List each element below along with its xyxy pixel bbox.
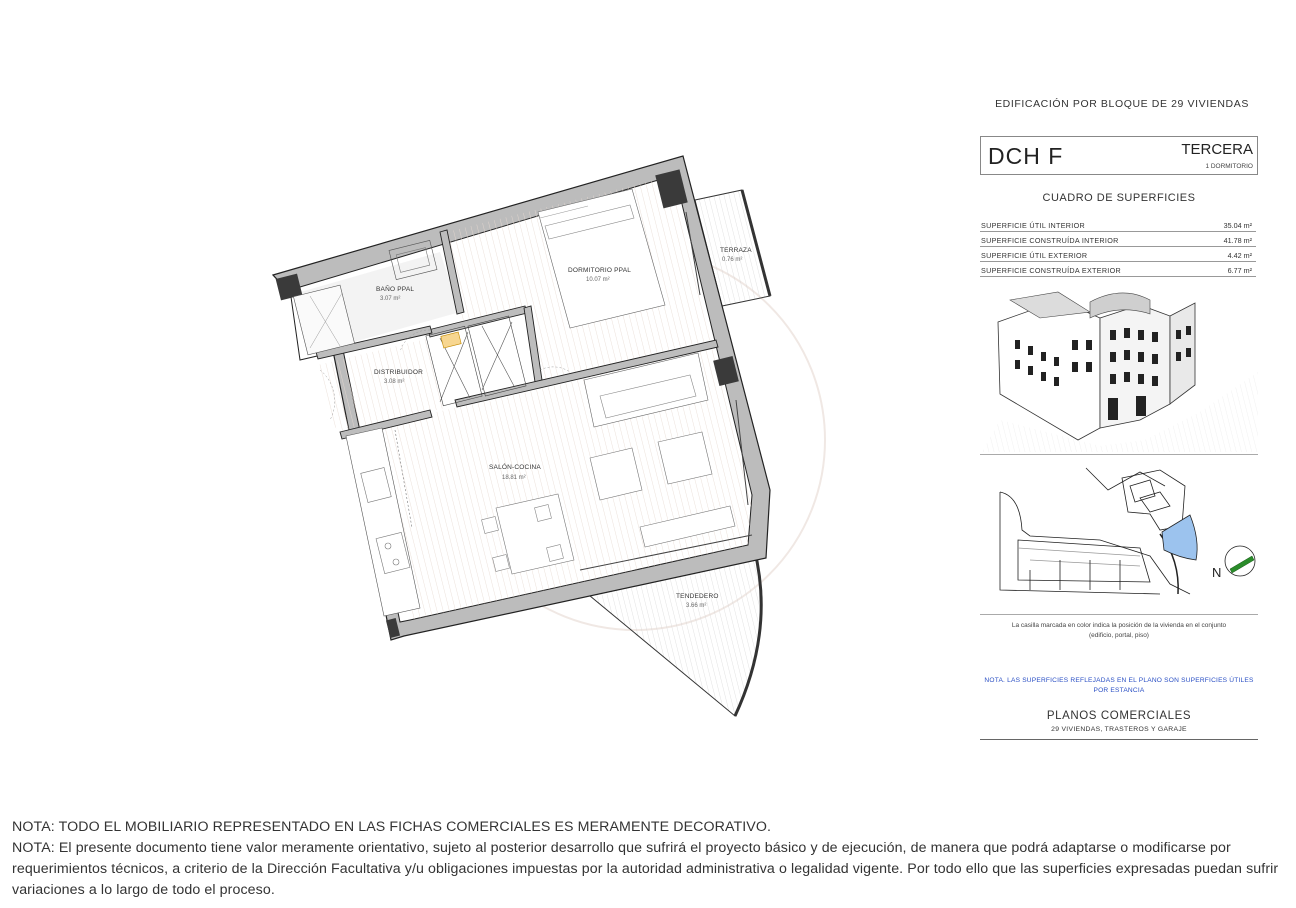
surface-value: 35.04 m² xyxy=(1223,221,1252,230)
key-plan xyxy=(1000,468,1190,594)
room-area-dormitorio: 10.07 m² xyxy=(586,277,610,283)
room-area-tendedero: 3.66 m² xyxy=(686,603,707,609)
room-name-distribuidor: DISTRIBUIDOR xyxy=(374,369,423,376)
north-label: N xyxy=(1212,565,1222,580)
surface-value: 41.78 m² xyxy=(1223,236,1252,245)
unit-type: 1 DORMITORIO xyxy=(1205,163,1253,170)
room-area-distribuidor: 3.08 m² xyxy=(384,379,405,385)
building-3d-illustration xyxy=(982,292,1258,452)
building-header: EDIFICACIÓN POR BLOQUE DE 29 VIVIENDAS xyxy=(995,98,1249,110)
unit-floor: TERCERA xyxy=(1181,141,1253,158)
room-area-terraza: 0.76 m² xyxy=(722,257,743,263)
surface-value: 4.42 m² xyxy=(1227,251,1252,260)
surface-row xyxy=(980,216,1256,232)
surfaces-title: CUADRO DE SUPERFICIES xyxy=(1042,192,1196,204)
location-legend-line: La casilla marcada en color indica la posición de la vivienda en el conjunto xyxy=(1011,622,1227,629)
surface-label: SUPERFICIE CONSTRUÍDA INTERIOR xyxy=(981,236,1119,245)
room-area-salon: 18.81 m² xyxy=(502,475,526,481)
surface-value: 6.77 m² xyxy=(1227,266,1252,275)
unit-box xyxy=(980,136,1258,175)
info-panel xyxy=(980,98,1258,733)
planos-subtitle: 29 VIVIENDAS, TRASTEROS Y GARAJE xyxy=(1051,726,1187,733)
furniture-note: NOTA: TODO EL MOBILIARIO REPRESENTADO EN LAS FICHAS COMERCIALES ES MERAMENTE DECORATIVO. xyxy=(12,819,772,835)
legal-note: NOTA: El presente documento tiene valor meramente orientativo, sujeto al posterior desarrollo que sufrirá el proyecto básico y de ejecución, de manera que podrá adaptarse o modificarse por requerimientos técnicos, a criterio de la Dirección Facultativa y/u obligaciones impuestas por la autoridad administrativa o legalidad vigente. Por todo ello que las superficies expresadas puedan sufrir variaciones a lo largo de todo el proceso. xyxy=(12,840,1279,898)
divider xyxy=(980,614,1258,615)
north-indicator xyxy=(1212,546,1255,580)
planos-title: PLANOS COMERCIALES xyxy=(1046,710,1192,722)
room-name-tendedero: TENDEDERO xyxy=(676,593,719,600)
room-area-bano: 3.07 m² xyxy=(380,296,401,302)
surface-label: SUPERFICIE CONSTRUÍDA EXTERIOR xyxy=(981,266,1121,275)
unit-highlight xyxy=(1162,515,1197,560)
surface-label: SUPERFICIE ÚTIL INTERIOR xyxy=(981,221,1085,230)
disclaimer-notes xyxy=(12,817,1282,901)
location-legend xyxy=(980,621,1258,641)
surface-row xyxy=(980,261,1256,277)
surface-row xyxy=(980,246,1256,262)
room-name-bano: BAÑO PPAL xyxy=(376,286,415,293)
surface-row xyxy=(980,231,1256,247)
room-name-dormitorio: DORMITORIO PPAL xyxy=(568,267,632,274)
surface-label: SUPERFICIE ÚTIL EXTERIOR xyxy=(981,251,1088,260)
room-name-salon: SALÓN-COCINA xyxy=(489,464,541,471)
surfaces-note xyxy=(980,676,1258,696)
surfaces-note-line: POR ESTANCIA xyxy=(1093,687,1145,694)
surfaces-note-line: NOTA. LAS SUPERFICIES REFLEJADAS EN EL PLANO SON SUPERFICIES ÚTILES xyxy=(984,677,1254,684)
unit-name: DCH F xyxy=(988,143,1064,169)
room-name-terraza: TERRAZA xyxy=(720,247,752,254)
divider xyxy=(980,454,1258,455)
location-legend-line: (edificio, portal, piso) xyxy=(1089,632,1149,639)
divider xyxy=(980,739,1258,740)
